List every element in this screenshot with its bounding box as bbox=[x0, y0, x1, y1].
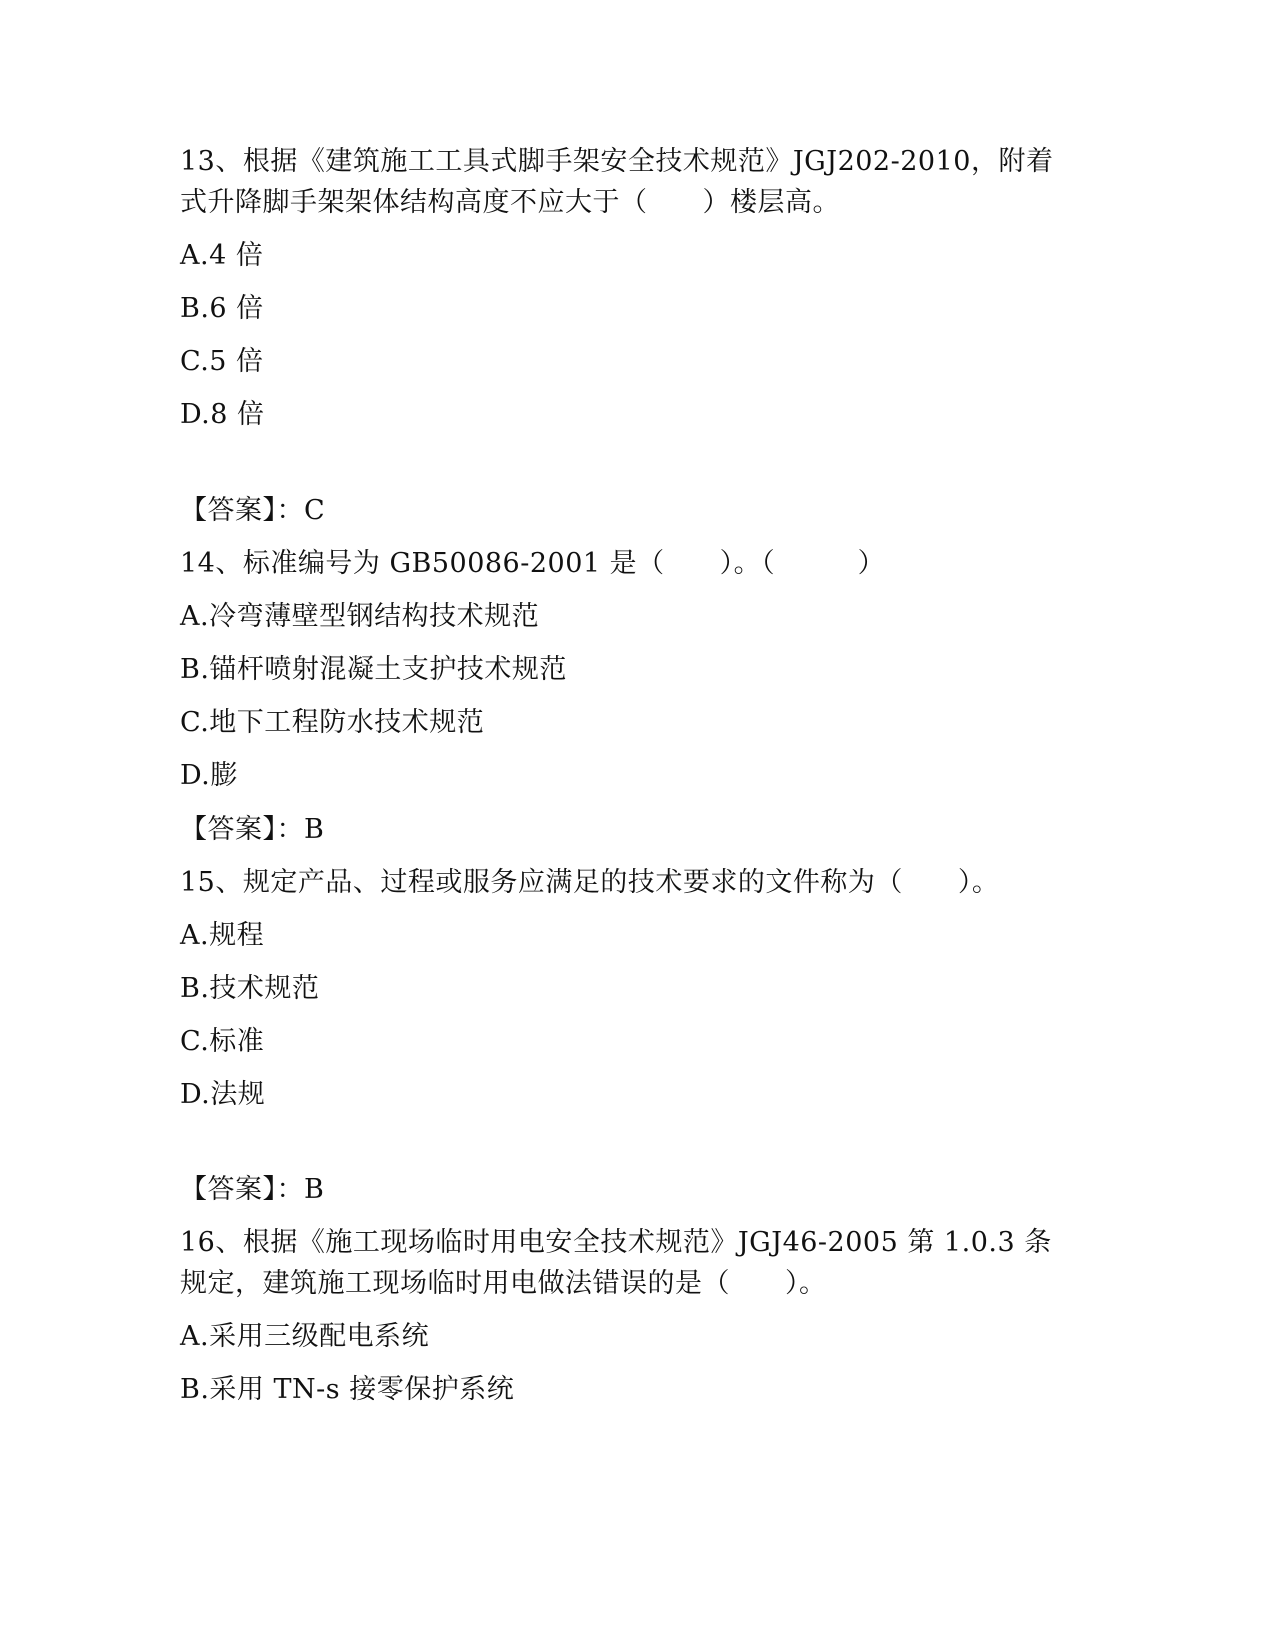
q14-option-a: A.冷弯薄壁型钢结构技术规范 bbox=[180, 601, 540, 632]
q13-option-a: A.4 倍 bbox=[180, 240, 264, 271]
question-15-line-1: 15、规定产品、过程或服务应满足的技术要求的文件称为（ ）。 bbox=[180, 867, 1000, 898]
q15-option-c: C.标准 bbox=[180, 1026, 265, 1057]
q13-option-d: D.8 倍 bbox=[180, 399, 265, 430]
q14-option-d: D.膨 bbox=[180, 760, 238, 791]
q13-answer: 【答案】：C bbox=[180, 495, 326, 526]
question-16-line-2: 规定，建筑施工现场临时用电做法错误的是（ ）。 bbox=[180, 1268, 827, 1299]
q16-option-a: A.采用三级配电系统 bbox=[180, 1321, 430, 1352]
q16-option-b: B.采用 TN-s 接零保护系统 bbox=[180, 1374, 515, 1405]
q15-option-a: A.规程 bbox=[180, 920, 265, 951]
q15-answer: 【答案】：B bbox=[180, 1174, 325, 1205]
q14-option-b: B.锚杆喷射混凝土支护技术规范 bbox=[180, 654, 567, 685]
question-16-line-1: 16、根据《施工现场临时用电安全技术规范》JGJ46-2005 第 1.0.3 条 bbox=[180, 1227, 1052, 1258]
q15-option-d: D.法规 bbox=[180, 1079, 266, 1110]
q14-answer: 【答案】：B bbox=[180, 814, 325, 845]
q14-option-c: C.地下工程防水技术规范 bbox=[180, 707, 485, 738]
question-14-line-1: 14、标准编号为 GB50086-2001 是（ ）。（ ） bbox=[180, 548, 886, 579]
question-13-line-1: 13、根据《建筑施工工具式脚手架安全技术规范》JGJ202-2010，附着 bbox=[180, 146, 1054, 177]
q13-option-b: B.6 倍 bbox=[180, 293, 264, 324]
q15-option-b: B.技术规范 bbox=[180, 973, 320, 1004]
question-13-line-2: 式升降脚手架架体结构高度不应大于（ ）楼层高。 bbox=[180, 187, 840, 218]
q13-option-c: C.5 倍 bbox=[180, 346, 264, 377]
